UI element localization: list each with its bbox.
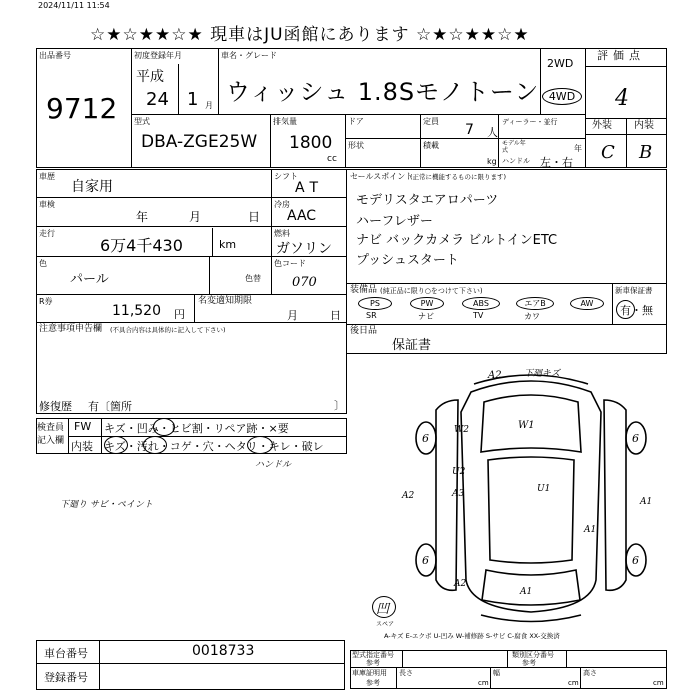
mark-w2: W2 bbox=[454, 425, 469, 435]
cert-div2 bbox=[490, 667, 491, 689]
addr-day: 日 bbox=[330, 309, 341, 322]
mark-a2-front: A2 bbox=[488, 370, 502, 381]
len-unit: cm bbox=[478, 679, 489, 687]
floor-note: 下廻り サビ・ペイント bbox=[60, 500, 153, 510]
fuel-label: 燃料 bbox=[274, 229, 290, 238]
shaken-m: 月 bbox=[189, 210, 202, 224]
cls-sub: 参考 bbox=[366, 659, 380, 667]
cert-div1 bbox=[396, 667, 397, 689]
insp-circle-2 bbox=[104, 436, 128, 454]
mileage-div bbox=[212, 228, 213, 256]
reg-era: 平成 bbox=[136, 69, 164, 85]
load-unit: kg bbox=[487, 157, 497, 166]
handle: 左・右 bbox=[540, 156, 573, 169]
cat-sub: 参考 bbox=[522, 659, 536, 667]
grade-hdiv3 bbox=[585, 134, 667, 135]
fuel: ガソリン bbox=[276, 241, 332, 257]
regno-value-cell bbox=[99, 663, 345, 690]
inspector-label2: 記入欄 bbox=[37, 436, 65, 446]
model-label: 型式 bbox=[134, 117, 150, 126]
drive-4wd: 4WD bbox=[542, 88, 582, 105]
recycle-label: R券 bbox=[39, 297, 53, 306]
color-div bbox=[209, 256, 210, 295]
dealer-label: ディーラー・並行 bbox=[502, 118, 558, 126]
equip-tv: TV bbox=[473, 311, 484, 320]
point-3: ナビ バックカメラ ビルトインETC bbox=[356, 233, 558, 248]
color-label: 色 bbox=[39, 259, 47, 268]
door-div1 bbox=[420, 114, 421, 168]
legend: A-キズ E-エクボ U-凹み W-補修跡 S-サビ C-腐食 XX-交換済 bbox=[384, 632, 560, 640]
insp-row1: キズ・凹み・ヒビ割・リペア跡・×要 bbox=[104, 422, 289, 435]
hist-h2 bbox=[36, 226, 272, 227]
newcar-circle bbox=[616, 300, 635, 319]
attention-label: 注意事項申告欄 bbox=[39, 324, 103, 334]
recycle-cell bbox=[36, 294, 347, 323]
cert-label: 車庫証明用 bbox=[352, 669, 387, 677]
handle-note: ハンドル bbox=[255, 460, 292, 470]
disp: 1800 bbox=[289, 133, 333, 153]
history-value: 自家用 bbox=[71, 179, 113, 195]
color-swap-label: 色替 bbox=[245, 274, 261, 283]
reg-month: 1 bbox=[187, 89, 199, 110]
load-label: 積載 bbox=[423, 141, 439, 150]
cap-unit: 人 bbox=[487, 126, 498, 139]
aftermarket-label: 後日品 bbox=[350, 326, 378, 336]
equipment-label: 装備品 bbox=[350, 285, 378, 295]
repair-close: 〕 bbox=[334, 399, 345, 412]
door-hdiv bbox=[345, 138, 586, 139]
aftermarket-value: 保証書 bbox=[392, 338, 432, 353]
equip-pw: PW bbox=[410, 297, 444, 310]
door-label: ドア bbox=[348, 117, 364, 126]
insp-circle-4 bbox=[247, 436, 273, 454]
addr-label: 名変適知期限 bbox=[198, 296, 253, 306]
hgt-unit: cm bbox=[653, 679, 664, 687]
insp-circle-3 bbox=[143, 436, 167, 454]
equip-leather: カワ bbox=[524, 312, 540, 321]
drive-2wd: 2WD bbox=[547, 57, 574, 70]
ext-label: 外装 bbox=[592, 120, 612, 131]
newcar-label: 新車保証書 bbox=[615, 286, 653, 295]
insp-circle-1 bbox=[153, 418, 175, 436]
reg-divider bbox=[178, 64, 179, 115]
model-year-unit: 年 bbox=[574, 144, 582, 153]
car-diagram bbox=[396, 360, 666, 630]
cert-sub: 参考 bbox=[366, 679, 380, 687]
grade-value: 4 bbox=[615, 86, 629, 111]
grade-label: 評価点 bbox=[597, 49, 645, 62]
reg-month-unit: 月 bbox=[205, 101, 213, 110]
equip-abs: ABS bbox=[462, 297, 500, 310]
int-label: 内装 bbox=[634, 120, 654, 131]
lot-number: 9712 bbox=[46, 92, 118, 125]
equip-aw: AW bbox=[570, 297, 604, 310]
mark-w1: W1 bbox=[518, 420, 535, 431]
mark-wheel-fl: 6 bbox=[422, 432, 429, 445]
insp-row2: キズ・汚れ・コゲ・穴・ヘタリ・キレ・破レ bbox=[104, 440, 324, 453]
equip-navi: ナビ bbox=[418, 312, 434, 321]
reg-year: 24 bbox=[146, 89, 169, 110]
handle-label: ハンドル bbox=[502, 157, 530, 165]
shift: AT bbox=[295, 180, 325, 196]
wid-unit: cm bbox=[568, 679, 579, 687]
hist-h3 bbox=[36, 256, 272, 257]
repair: 有〔箇所 bbox=[88, 400, 132, 413]
attention-note: (不具合内容は具体的に記入して下さい) bbox=[110, 326, 226, 334]
car-name: ウィッシュ 1.8Sモノトーン bbox=[226, 78, 540, 106]
recycle-unit: 円 bbox=[174, 308, 185, 321]
mark-a1-mid: A1 bbox=[584, 525, 597, 535]
recycle-div bbox=[194, 294, 195, 323]
cert-cell bbox=[350, 667, 667, 689]
cls-label: 型式指定番号 bbox=[352, 651, 394, 659]
color: パール bbox=[70, 272, 109, 287]
model-year-label: モデル年式 bbox=[502, 140, 526, 154]
shaken-d: 日 bbox=[248, 210, 261, 224]
mark-a2-rear: A2 bbox=[454, 579, 467, 589]
equipment-note: (純正品に限り○をつけて下さい) bbox=[380, 287, 483, 295]
specs-h3 bbox=[271, 256, 347, 257]
color-code: 070 bbox=[292, 275, 317, 290]
mark-a1-right: A1 bbox=[640, 497, 653, 507]
disp-label: 排気量 bbox=[273, 117, 297, 126]
mark-a2-left: A2 bbox=[402, 491, 415, 501]
ac-label: 冷房 bbox=[274, 200, 290, 209]
int-grade: B bbox=[639, 142, 653, 163]
disp-unit: cc bbox=[327, 154, 337, 164]
shaken-y: 年 bbox=[136, 210, 149, 224]
recycle-value: 11,520 bbox=[112, 303, 161, 319]
mark-wheel-rr: 6 bbox=[632, 554, 639, 567]
cap: 7 bbox=[465, 122, 474, 138]
mark-wheel-fr: 6 bbox=[632, 432, 639, 445]
mileage: 6万4千430 bbox=[100, 236, 183, 255]
equip-airbag: エアB bbox=[516, 297, 554, 310]
spare-circle bbox=[372, 596, 396, 618]
spare-label: スペア bbox=[376, 621, 395, 628]
specs-h2 bbox=[271, 226, 347, 227]
equip-sr: SR bbox=[366, 311, 377, 320]
points-note: (正常に機能するものに限ります) bbox=[410, 173, 507, 181]
wid-label: 幅 bbox=[493, 669, 500, 677]
banner: ☆★☆★★☆★ 現車はJU函館にあります ☆★☆★★☆★ bbox=[90, 25, 530, 45]
mark-under-scratch: 下廻キズ bbox=[524, 369, 560, 379]
ext-grade: C bbox=[601, 142, 615, 163]
mileage-label: 走行 bbox=[39, 229, 55, 238]
insp-vdiv2 bbox=[101, 418, 102, 454]
car-label: 車名・グレード bbox=[221, 51, 277, 60]
cap-label: 定員 bbox=[423, 117, 439, 126]
hist-h1 bbox=[36, 197, 272, 198]
addr-month: 月 bbox=[287, 309, 298, 322]
newcar: 有・無 bbox=[620, 304, 653, 317]
insp-row1-head: FW bbox=[74, 420, 92, 433]
chassis-label: 車台番号 bbox=[44, 647, 88, 660]
drive-divider bbox=[540, 48, 541, 115]
shaken-label: 車検 bbox=[39, 200, 55, 209]
model: DBA-ZGE25W bbox=[141, 132, 258, 152]
shape-label: 形状 bbox=[348, 141, 364, 150]
history-label: 車歴 bbox=[39, 172, 55, 181]
cert-div3 bbox=[580, 667, 581, 689]
reg-label: 初度登録年月 bbox=[134, 51, 182, 60]
point-4: プッシュスタート bbox=[356, 253, 459, 268]
grade-hdiv1 bbox=[585, 66, 667, 67]
specs-h1 bbox=[271, 197, 347, 198]
mark-u2: U2 bbox=[452, 467, 466, 477]
inspector-label1: 検査員 bbox=[37, 423, 65, 433]
timestamp: 2024/11/11 11:54 bbox=[38, 1, 110, 10]
mark-a1-rear: A1 bbox=[520, 587, 533, 597]
len-label: 長さ bbox=[399, 669, 413, 677]
points-label: セールスポイント bbox=[350, 172, 414, 181]
point-2: ハーフレザー bbox=[356, 214, 433, 229]
mark-a3: A3 bbox=[452, 489, 465, 499]
repair-label: 修復歴 bbox=[39, 400, 72, 413]
chassis: 0018733 bbox=[192, 643, 255, 659]
cat-div bbox=[566, 650, 567, 668]
mark-u1: U1 bbox=[537, 484, 551, 494]
cat-label: 類別区分番号 bbox=[512, 651, 554, 659]
grade-vdiv bbox=[626, 118, 627, 168]
lot-label: 出品番号 bbox=[39, 51, 71, 60]
insp-row2-head: 内装 bbox=[71, 440, 93, 453]
door-div2 bbox=[498, 114, 499, 168]
mark-wheel-rl: 6 bbox=[422, 554, 429, 567]
color-code-label: 色コード bbox=[274, 259, 306, 268]
point-1: モデリスタエアロパーツ bbox=[356, 193, 499, 208]
regno-label: 登録番号 bbox=[44, 671, 88, 684]
cls-div bbox=[402, 650, 403, 668]
ac: AAC bbox=[287, 208, 317, 224]
hgt-label: 高さ bbox=[583, 669, 597, 677]
attention-cell bbox=[36, 322, 347, 414]
equip-ps: PS bbox=[358, 297, 392, 310]
mileage-unit: km bbox=[219, 238, 237, 251]
spare-mark: 凹 bbox=[376, 602, 390, 617]
shift-label: シフト bbox=[274, 172, 298, 181]
